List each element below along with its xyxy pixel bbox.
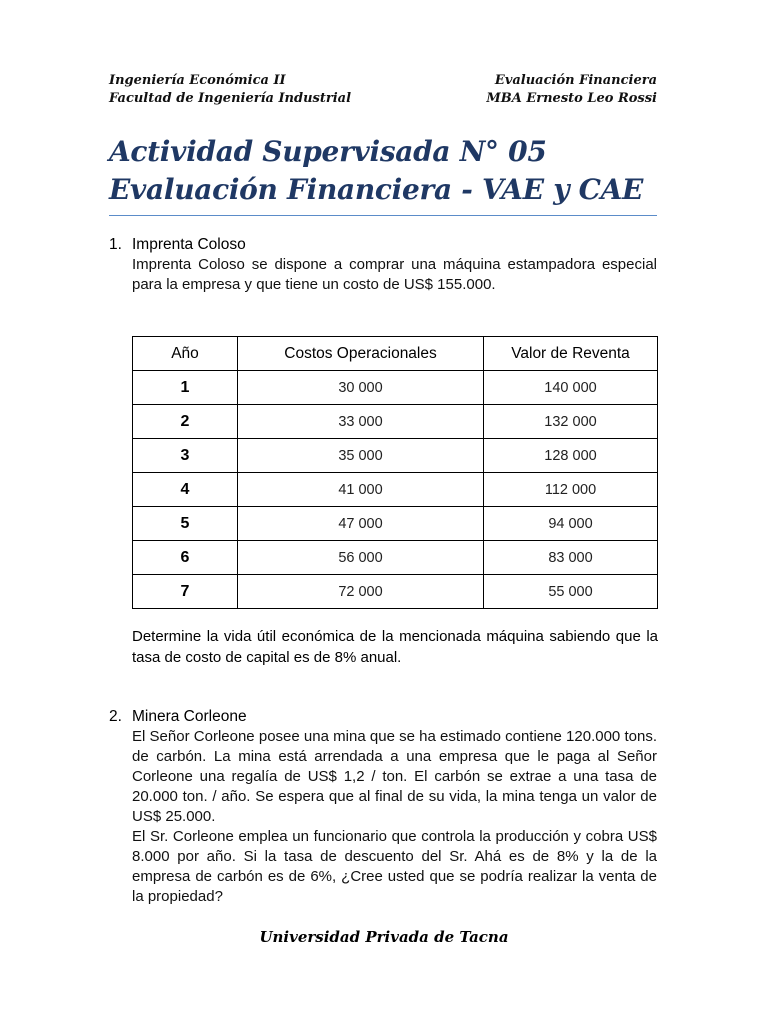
section-2-number: 2. xyxy=(109,708,122,725)
resale-cell: 112 000 xyxy=(484,473,658,507)
year-cell: 6 xyxy=(133,541,238,575)
section-2-heading xyxy=(109,707,657,727)
year-cell: 1 xyxy=(133,371,238,405)
year-cell: 3 xyxy=(133,439,238,473)
section-2-paragraph-2: El Sr. Corleone emplea un funcionario que controla la producción y cobra US$ 8.000 por año. Si la tasa de descuento del Sr. Ahá es de 8% y la de la empresa de carbón es de 6%, ¿Cree usted que se podría realizar la venta de la propiedad? xyxy=(132,828,657,905)
resale-cell: 140 000 xyxy=(484,371,658,405)
header-left xyxy=(109,72,351,108)
section-1 xyxy=(109,235,657,295)
title-divider xyxy=(109,215,657,216)
resale-cell: 132 000 xyxy=(484,405,658,439)
section-1-heading xyxy=(109,235,657,255)
title-line-2: Evaluación Financiera - VAE y CAE xyxy=(109,173,644,206)
header-right xyxy=(486,72,657,108)
faculty-name: Facultad de Ingeniería Industrial xyxy=(109,91,352,106)
topic-name: Evaluación Financiera xyxy=(494,73,657,88)
section-2 xyxy=(109,707,657,907)
year-cell: 7 xyxy=(133,575,238,609)
table-row xyxy=(133,439,658,473)
resale-cell: 128 000 xyxy=(484,439,658,473)
table-row xyxy=(133,405,658,439)
table-row xyxy=(133,541,658,575)
header-costs: Costos Operacionales xyxy=(238,337,484,371)
resale-cell: 83 000 xyxy=(484,541,658,575)
section-2-paragraph-1: El Señor Corleone posee una mina que se ha estimado contiene 120.000 tons. de carbón. La mina está arrendada a una empresa que le paga al Señor Corleone una regalía de US$ 1,2 / ton. El carbón se extrae a una tasa de 20.000 ton. / año. Se espera que al final de su vida, la mina tenga un valor de US$ 25.000. xyxy=(132,728,657,825)
year-cell: 4 xyxy=(133,473,238,507)
year-cell: 2 xyxy=(133,405,238,439)
section-2-title: Minera Corleone xyxy=(132,708,247,725)
title-line-1: Actividad Supervisada N° 05 xyxy=(109,135,547,168)
course-name: Ingeniería Económica II xyxy=(109,73,286,88)
cost-cell: 33 000 xyxy=(238,405,484,439)
year-cell: 5 xyxy=(133,507,238,541)
table-header-row xyxy=(133,337,658,371)
resale-cell: 94 000 xyxy=(484,507,658,541)
university-footer: Universidad Privada de Tacna xyxy=(259,928,509,946)
section-1-title: Imprenta Coloso xyxy=(132,236,246,253)
table-row xyxy=(133,575,658,609)
section-1-intro: Imprenta Coloso se dispone a comprar una máquina estampadora especial para la empresa y que tiene un costo de US$ 155.000. xyxy=(132,256,657,293)
header-year: Año xyxy=(133,337,238,371)
table-row xyxy=(133,473,658,507)
table-row xyxy=(133,371,658,405)
resale-cell: 55 000 xyxy=(484,575,658,609)
page-title xyxy=(109,133,657,209)
section-1-number: 1. xyxy=(109,236,122,253)
operations-table xyxy=(132,336,658,609)
instructor-name: MBA Ernesto Leo Rossi xyxy=(486,91,657,106)
cost-cell: 56 000 xyxy=(238,541,484,575)
section-1-question: Determine la vida útil económica de la mencionada máquina sabiendo que la tasa de costo de capital es de 8% anual. xyxy=(132,628,658,666)
table-row xyxy=(133,507,658,541)
cost-cell: 30 000 xyxy=(238,371,484,405)
cost-cell: 41 000 xyxy=(238,473,484,507)
cost-cell: 35 000 xyxy=(238,439,484,473)
header-resale: Valor de Reventa xyxy=(484,337,658,371)
cost-cell: 72 000 xyxy=(238,575,484,609)
cost-cell: 47 000 xyxy=(238,507,484,541)
